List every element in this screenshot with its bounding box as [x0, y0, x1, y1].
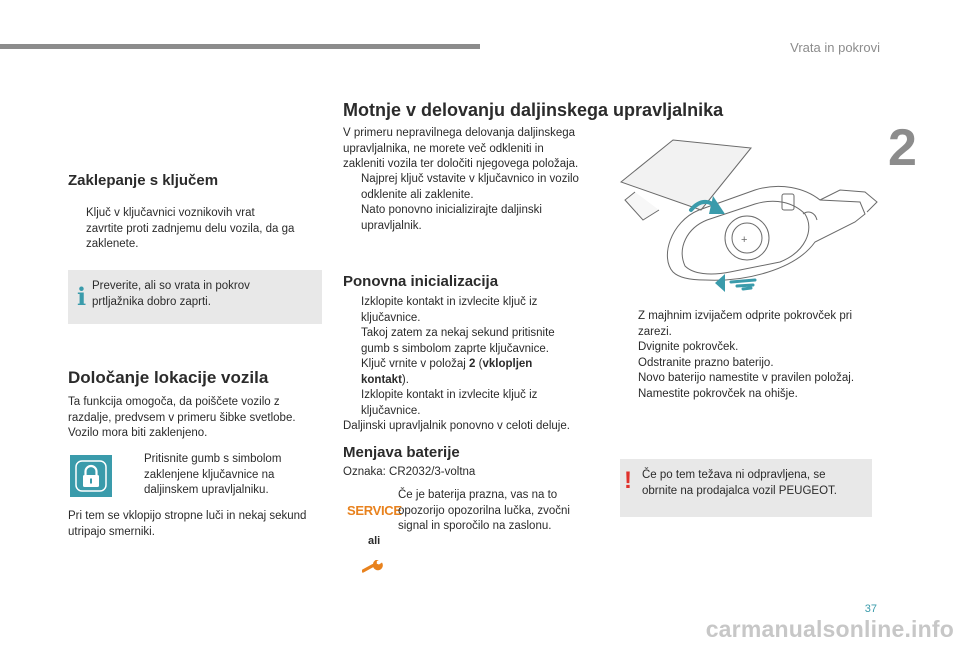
header-rule [0, 44, 480, 49]
list-item: Ključ vrnite v položaj 2 (vklopljen kontakt). [361, 358, 533, 386]
info-box [68, 270, 322, 324]
padlock-closed-icon [70, 455, 112, 497]
key-fob-battery-diagram [615, 130, 880, 305]
warning-text: Če po tem težava ni odpravljena, se obrnite na prodajalca vozil PEUGEOT. [642, 469, 837, 497]
list-item: Izklopite kontakt in izvlecite ključ iz ključavnice. [361, 296, 538, 324]
ponovna-bullets [343, 295, 605, 435]
chapter-number: 2 [888, 119, 917, 177]
dolocanje-paragraph: Ta funkcija omogoča, da poiščete vozilo z razdalje, predvsem v primeru šibke svetlobe. Vozilo mora biti zaklenjeno. [68, 396, 296, 439]
heading-zaklepanje: Zaklepanje s ključem [68, 172, 219, 189]
heading-motnje: Motnje v delovanju daljinskega upravljalnika [343, 100, 724, 120]
ponovna-closing: Daljinski upravljalnik ponovno v celoti deluje. [343, 420, 570, 432]
zaklepanje-bullet: Ključ v ključavnici voznikovih vrat zavrtite proti zadnjemu delu vozila, da ga zaklenete. [86, 207, 295, 250]
list-item: Novo baterijo namestite v pravilen položaj. [638, 372, 855, 384]
wrench-icon [362, 560, 384, 579]
section-title: Vrata in pokrovi [790, 40, 880, 55]
battery-steps [620, 309, 882, 402]
lock-button-tile [70, 455, 112, 497]
info-icon: i [77, 282, 87, 311]
service-warning-label: SERVICE [347, 503, 402, 518]
list-item: Najprej ključ vstavite v ključavnico in vozilo odklenite ali zaklenite. [361, 173, 579, 201]
list-item: Odstranite prazno baterijo. [638, 356, 774, 369]
pry-arrow [731, 280, 755, 289]
list-item: Takoj zatem za nekaj sekund pritisnite gumb s simbolom zaprte ključavnice. [361, 327, 555, 355]
heading-dolocanje: Določanje lokacije vozila [68, 368, 269, 387]
menjava-paragraph: Če je baterija prazna, vas na to opozorijo opozorilna lučka, zvočni signal in sporočilo na zaslonu. [398, 489, 570, 532]
list-item: Namestite pokrovček na ohišje. [638, 387, 798, 400]
ali-label: ali [368, 535, 381, 547]
svg-text:+: + [741, 234, 748, 246]
battery-type: Oznaka: CR2032/3-voltna [343, 466, 476, 478]
motnje-paragraph: V primeru nepravilnega delovanja daljinskega upravljalnika, ne morete več odkleniti in zakleniti vozila ter določiti njegovega položaja. [343, 127, 579, 170]
warning-icon: ! [624, 467, 632, 494]
watermark: carmanualsonline.info [705, 616, 954, 642]
info-text: Preverite, ali so vrata in pokrov prtljažnika dobro zaprti. [92, 280, 250, 308]
list-item: Dvignite pokrovček. [638, 341, 739, 353]
page-number: 37 [864, 603, 877, 615]
dolocanje-footer: Pri tem se vklopijo stropne luči in nekaj sekund utripajo smerniki. [68, 510, 307, 538]
list-item: Izklopite kontakt in izvlecite ključ iz ključavnice. [361, 389, 538, 417]
warning-box [620, 459, 872, 517]
list-item: Z majhnim izvijačem odprite pokrovček pri zarezi. [638, 310, 853, 338]
list-item: Nato ponovno inicializirajte daljinski upravljalnik. [361, 204, 542, 232]
heading-ponovna: Ponovna inicializacija [343, 273, 499, 290]
heading-menjava: Menjava baterije [343, 444, 460, 461]
motnje-bullets [343, 172, 605, 234]
dolocanje-bullet: Pritisnite gumb s simbolom zaklenjene ključavnice na daljinskem upravljalniku. [144, 453, 282, 496]
